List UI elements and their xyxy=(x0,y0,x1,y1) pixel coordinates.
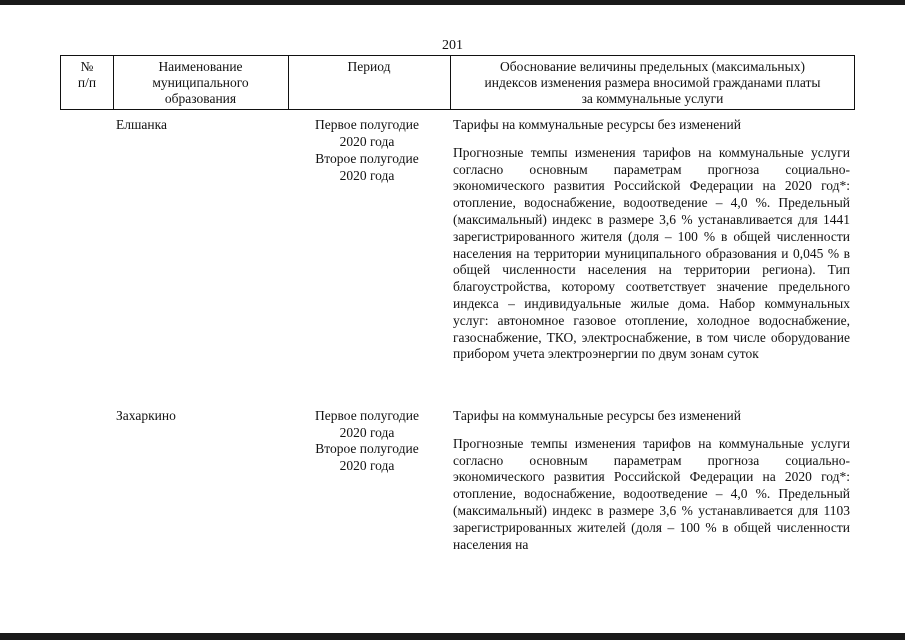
top-border xyxy=(0,0,905,5)
tariff-unchanged-text: Тарифы на коммунальные ресурсы без изменений xyxy=(453,117,741,132)
municipality-name: Елшанка xyxy=(116,117,167,132)
page-number: 201 xyxy=(442,38,463,53)
tariff-unchanged-text: Тарифы на коммунальные ресурсы без изменений xyxy=(453,408,741,423)
justification-text xyxy=(453,408,850,553)
justification-text xyxy=(453,117,850,363)
header-number: № п/п xyxy=(77,59,97,90)
header-justification: Обоснование величины предельных (максимальных) индексов изменения размера вносимой гражданами платы за коммунальные услуги xyxy=(484,59,821,106)
period-first-half: Первое полугодие 2020 года xyxy=(315,408,419,440)
period-second-half: Второе полугодие 2020 года xyxy=(315,441,419,473)
forecast-paragraph: Прогнозные темпы изменения тарифов на коммунальные услуги согласно основным параметрам прогноза социально-экономического развития Российской Федерации на 2020 год*: отопление, водоснабжение, водоотведение – 4,0 %. Предельный (максимальный) индекс в размере 3,6 % устанавливается для 1103 зарегистрированных жителей (доля – 100 % в общей численности населения на xyxy=(453,435,850,552)
header-municipality: Наименование муниципального образования xyxy=(152,59,249,106)
period-second-half: Второе полугодие 2020 года xyxy=(315,151,419,183)
forecast-paragraph: Прогнозные темпы изменения тарифов на коммунальные услуги согласно основным параметрам прогноза социально-экономического развития Российской Федерации на 2020 год*: отопление, водоснабжение, водоотведение – 4,0 %. Предельный (максимальный) индекс в размере 3,6 % устанавливается для 1441 зарегистрированного жителя (доля – 100 % в общей численности населения на территории муниципального образования и 0,045 % в общей численности населения на территории региона). Тип благоустройства, которому соответствует значение предельного индекса – индивидуальные жилые дома. Набор коммунальных услуг: автономное газовое отопление, холодное водоснабжение, газоснабжение, ТКО, электроснабжение, в том числе оборудование прибором учета электроэнергии по двум зонам суток xyxy=(453,144,850,362)
header-period: Период xyxy=(347,59,391,74)
table-header xyxy=(60,55,855,110)
bottom-border xyxy=(0,633,905,640)
municipality-name: Захаркино xyxy=(116,408,176,423)
period-first-half: Первое полугодие 2020 года xyxy=(315,117,419,149)
